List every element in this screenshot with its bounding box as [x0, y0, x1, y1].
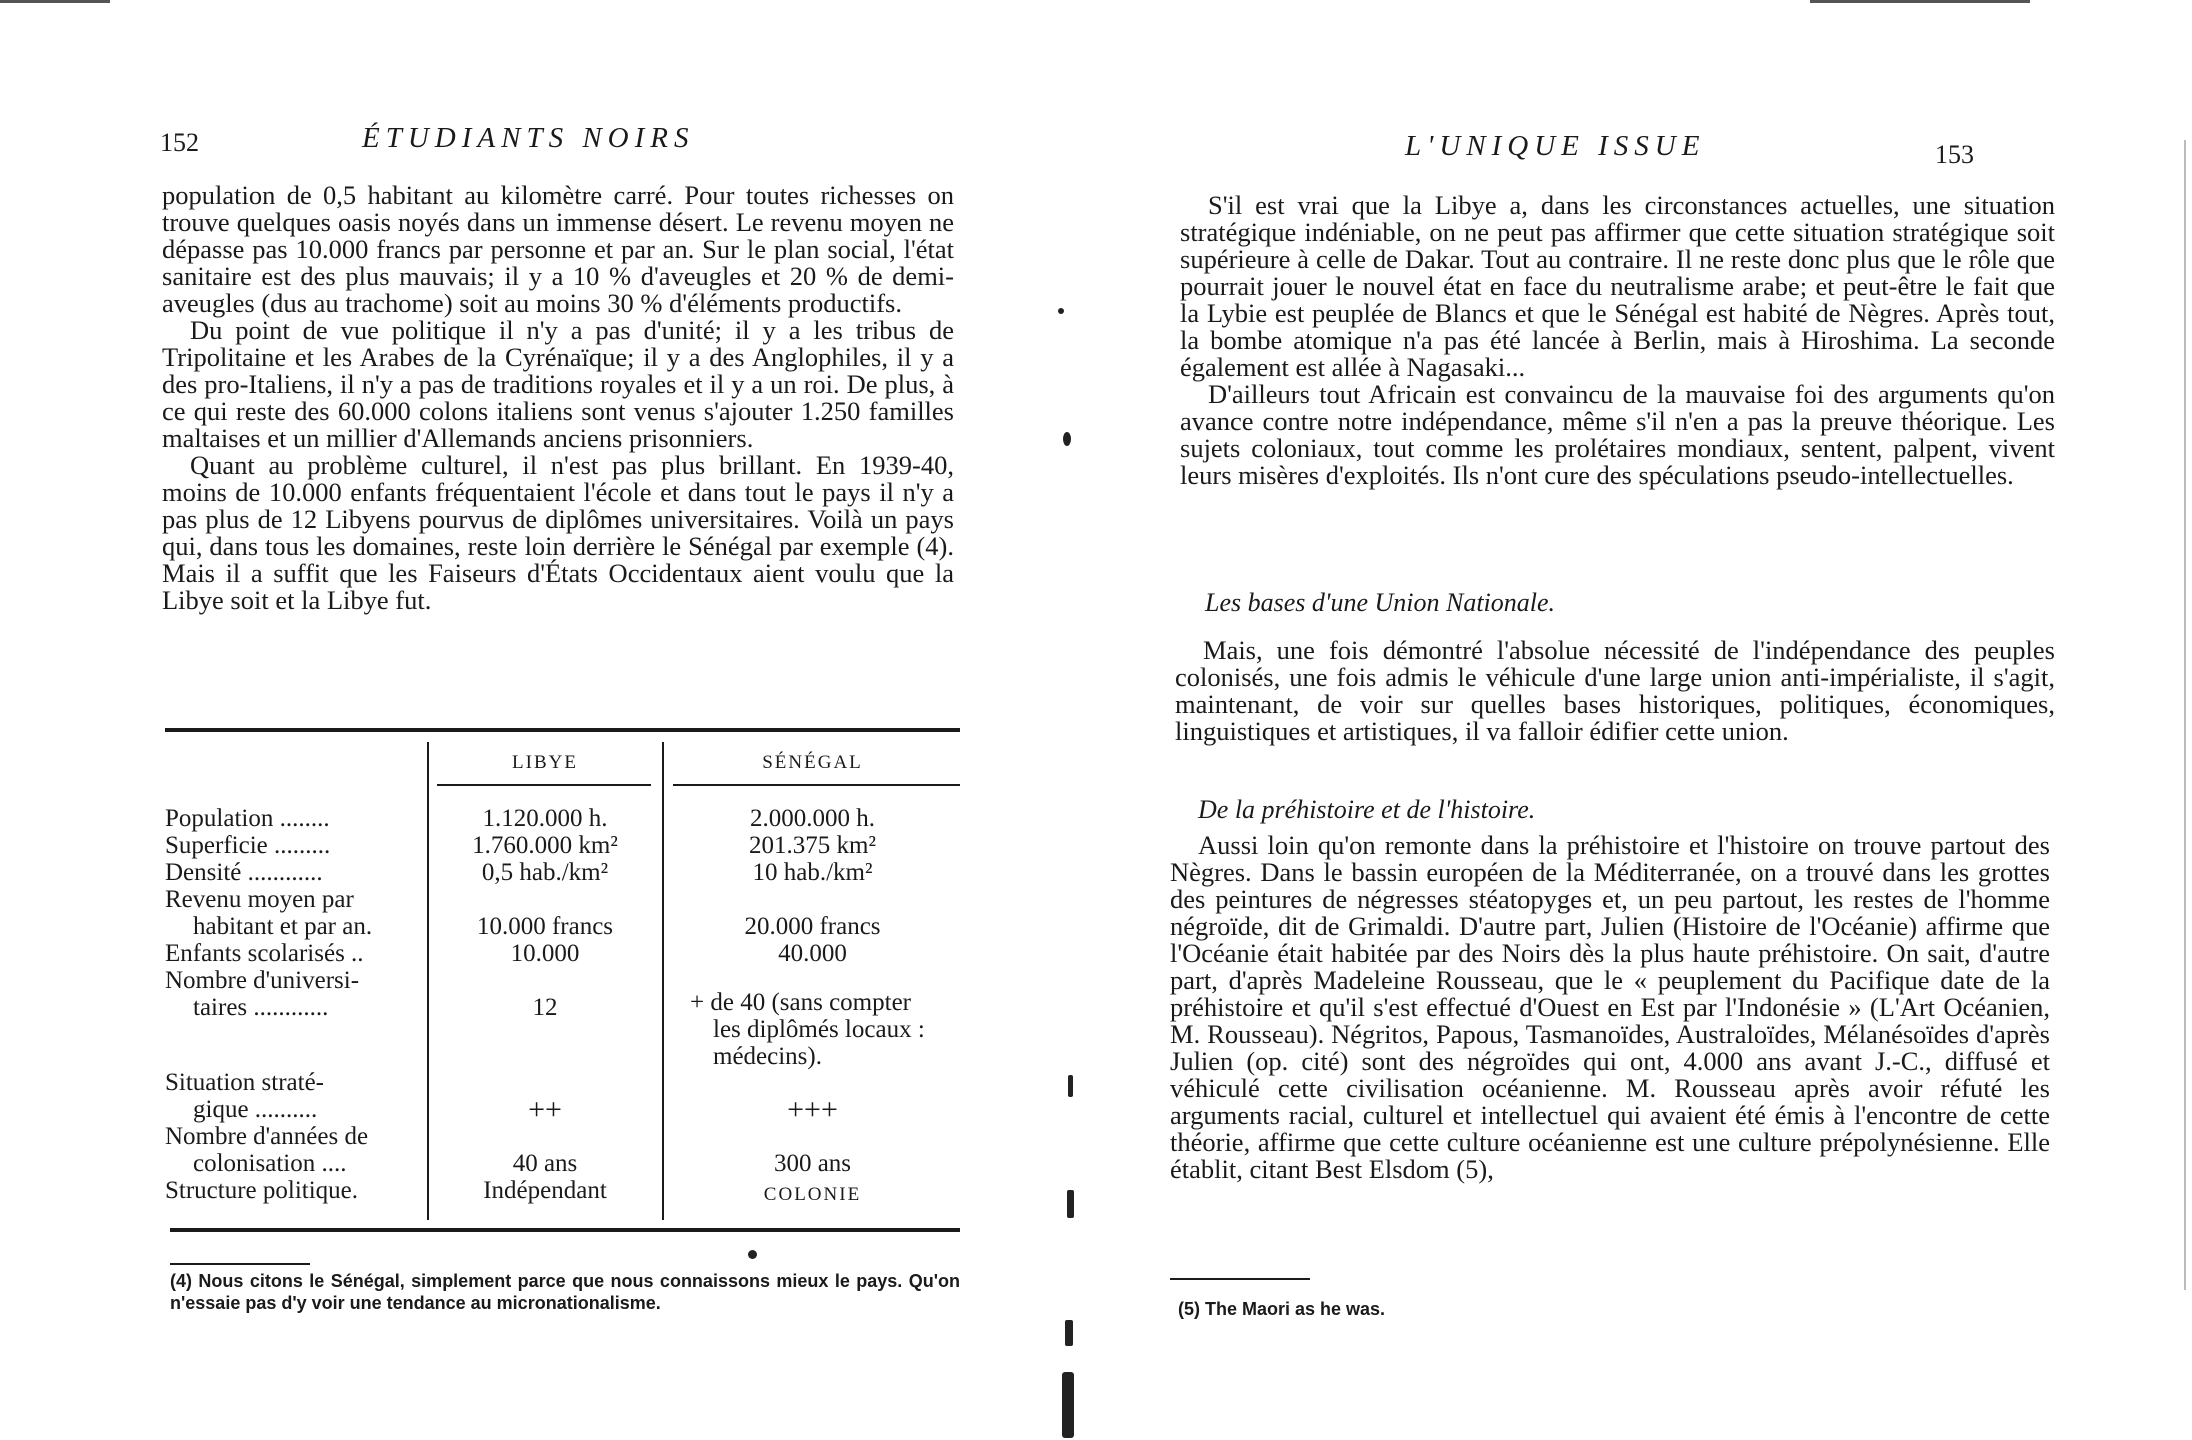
section-heading: Les bases d'une Union Nationale.	[1205, 588, 1556, 617]
right-body-section-2	[1175, 637, 2055, 745]
cell-libye: 1.120.000 h.	[482, 805, 608, 832]
paragraph: Mais, une fois démontré l'absolue nécessité de l'indépendance des peuples colonisés, une fois admis le véhicule d'une large union anti-impérialiste, il s'agit, maintenant, de voir sur quelles bases historiques, politiques, économiques, linguistiques et artistiques, il va falloir édifier cette union.	[1175, 635, 2055, 746]
row-label: gique ..........	[193, 1096, 318, 1123]
cell-senegal: 201.375 km²	[749, 832, 876, 859]
row-label: Superficie .........	[165, 832, 331, 859]
row-label: Enfants scolarisés ..	[165, 940, 364, 967]
header-rule	[437, 784, 651, 786]
scan-speck	[1063, 432, 1071, 446]
footnote-rule	[170, 1263, 310, 1265]
scan-speck	[1065, 1320, 1073, 1346]
scan-speck	[748, 1250, 757, 1259]
paragraph: D'ailleurs tout Africain est convaincu de la mauvaise foi des arguments qu'on avance contre notre indépendance, même s'il n'en a pas la preuve théorique. Les sujets coloniaux, tout comme les prolétaires mondiaux, sentent, palpent, vivent leurs misères d'exploités. Ils n'ont cure des spéculations pseudo-intellectuelles.	[1180, 379, 2055, 490]
table-divider	[662, 742, 664, 1220]
column-header-senegal: SÉNÉGAL	[762, 752, 863, 773]
cell-libye: 0,5 hab./km²	[481, 859, 609, 886]
scan-speck	[1068, 1075, 1073, 1097]
row-label: Nombre d'années de	[165, 1123, 369, 1150]
right-page	[1110, 0, 2192, 1440]
cell-senegal: +++	[787, 1093, 838, 1126]
cell-senegal: + de 40 (sans compter	[690, 989, 911, 1016]
cell-libye: 40 ans	[512, 1150, 578, 1177]
section-heading: De la préhistoire et de l'histoire.	[1198, 795, 1536, 824]
table-bottom-rule	[170, 1228, 960, 1232]
row-label: Densité ............	[165, 859, 323, 886]
paragraph: S'il est vrai que la Libye a, dans les circonstances actuelles, une situation stratégique indéniable, on ne peut pas affirmer que cette situation stratégique soit supérieure à celle de Dakar. Tout au contraire. Il ne reste donc plus que le rôle que pourrait jouer le nouvel état en face du neutralisme arabe; et peut-être le fait que la Lybie est peuplée de Blancs et que le Sénégal est habité de Nègres. Après tout, la bombe atomique n'a pas été lancée à Berlin, mais à Hiroshima. La seconde également est allée à Nagasaki...	[1180, 190, 2055, 382]
cell-libye: 10.000 francs	[476, 913, 614, 940]
cell-senegal: 20.000 francs	[744, 913, 881, 940]
row-label: Revenu moyen par	[165, 886, 354, 913]
cell-senegal: 10 hab./km²	[752, 859, 873, 886]
cell-libye: 10.000	[510, 940, 580, 967]
scan-edge	[0, 0, 110, 3]
cell-libye: ++	[528, 1093, 562, 1126]
row-label: Situation straté-	[165, 1069, 324, 1096]
paragraph: population de 0,5 habitant au kilomètre carré. Pour toutes richesses on trouve quelques oasis noyés dans un immense désert. Le revenu moyen ne dépasse pas 10.000 francs par personne et par an. Sur le plan social, l'état sanitaire est des plus mauvais; il y a 10 % d'aveugles et 20 % de demi-aveugles (dus au trachome) soit au moins 30 % d'éléments productifs.	[162, 180, 954, 318]
cell-senegal: 2.000.000 h.	[750, 805, 875, 832]
left-page	[0, 0, 1060, 1440]
table-divider	[427, 742, 429, 1220]
cell-senegal: médecins).	[713, 1043, 822, 1070]
cell-libye: 1.760.000 km²	[472, 832, 618, 859]
paragraph: Aussi loin qu'on remonte dans la préhistoire et l'histoire on trouve partout des Nègres. Dans le bassin européen de la Méditerranée, on a trouvé dans les grottes des peintures de négresses stéatopyges et, un peu partout, les restes de l'homme négroïde, dit de Grimaldi. D'autre part, Julien (Histoire de l'Océanie) affirme que l'Océanie était habitée par des Noirs dès la plus haute préhistoire. On sait, d'autre part, d'après Madeleine Rousseau, que le « peuplement du Pacifique date de la préhistoire et qu'il s'est effectué d'Ouest en Est par l'Indonésie » (L'Art Océanien, M. Rousseau). Négritos, Papous, Tasmanoïdes, Australoïdes, Mélanésoïdes d'après Julien (op. cité) sont des négroïdes qui ont, 4.000 ans avant J.-C., diffusé et véhiculé cette civilisation océanienne. M. Rousseau après avoir réfuté les arguments racial, culturel et intellectuel qui avaient été émis à l'encontre de cette théorie, affirme que cette culture océanienne est une culture prépolynésienne. Elle établit, citant Best Elsdom (5),	[1170, 830, 2050, 1184]
header-rule	[673, 784, 960, 786]
running-head-left: ÉTUDIANTS NOIRS	[362, 122, 695, 154]
row-label: Nombre d'universi-	[165, 967, 360, 994]
cell-senegal: 40.000	[778, 940, 847, 967]
cell-senegal: COLONIE	[763, 1184, 862, 1205]
scan-speck	[1058, 308, 1064, 314]
cell-libye: Indépendant	[483, 1177, 607, 1204]
footnote-right: (5) The Maori as he was.	[1178, 1299, 1386, 1319]
cell-senegal: les diplômés locaux :	[713, 1016, 925, 1043]
paragraph: Du point de vue politique il n'y a pas d'unité; il y a les tribus de Tripolitaine et les Arabes de la Cyrénaïque; il y a des Anglophiles, il y a des pro-Italiens, il n'y a pas de traditions royales et il y a un roi. De plus, à ce qui reste des 60.000 colons italiens sont venus s'ajouter 1.250 familles maltaises et un millier d'Allemands anciens prisonniers.	[162, 315, 954, 453]
row-label: Structure politique.	[165, 1177, 359, 1204]
column-header-libye: LIBYE	[512, 752, 578, 773]
scan-speck	[1067, 1190, 1074, 1218]
right-body-section-3	[1170, 832, 2050, 1183]
cell-libye: 12	[532, 994, 558, 1021]
cell-senegal: 300 ans	[773, 1150, 852, 1177]
table-top-rule	[165, 728, 960, 732]
page-number-right: 153	[1935, 140, 1974, 169]
row-label: habitant et par an.	[193, 913, 373, 940]
comparison-table	[165, 728, 960, 1248]
page-number-left: 152	[160, 128, 199, 157]
row-label: colonisation ....	[193, 1150, 347, 1177]
scan-edge	[2184, 140, 2186, 1290]
left-body-text	[162, 182, 954, 614]
row-label: Population ........	[165, 805, 330, 832]
footnote-left: (4) Nous citons le Sénégal, simplement parce que nous connaissons mieux le pays. Qu'on n'essaie pas d'y voir une tendance au micronationalisme.	[170, 1271, 960, 1313]
scan-speck	[1062, 1372, 1074, 1438]
row-label: taires ............	[193, 994, 329, 1021]
footnote-rule	[1170, 1278, 1310, 1280]
scan-edge	[1810, 0, 2030, 3]
paragraph: Quant au problème culturel, il n'est pas plus brillant. En 1939-40, moins de 10.000 enfants fréquentaient l'école et dans tout le pays il n'y a pas plus de 12 Libyens pourvus de diplômes universitaires. Voilà un pays qui, dans tous les domaines, reste loin derrière le Sénégal par exemple (4). Mais il a suffit que les Faiseurs d'États Occidentaux aient voulu que la Libye soit et la Libye fut.	[162, 450, 954, 615]
running-head-right: L'UNIQUE ISSUE	[1405, 130, 1706, 162]
right-body-section-1	[1180, 192, 2055, 489]
